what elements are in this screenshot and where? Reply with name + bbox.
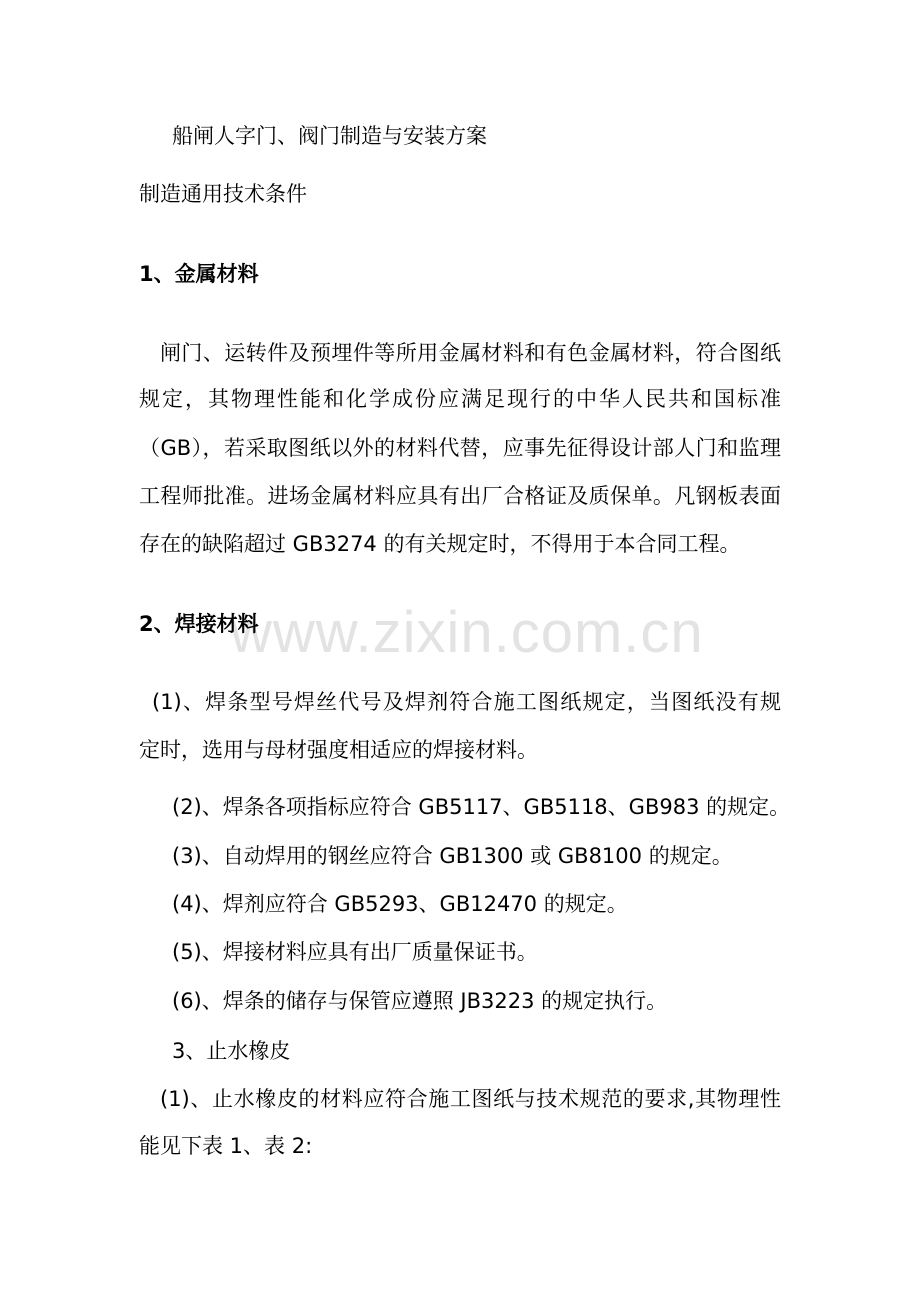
section-2-item-4: (4)、焊剂应符合 GB5293、GB12470 的规定。	[172, 892, 628, 916]
section-2-item-3: (3)、自动焊用的钢丝应符合 GB1300 或 GB8100 的规定。	[172, 844, 733, 868]
section-2-item-5: (5)、焊接材料应具有出厂质量保证书。	[172, 940, 538, 964]
section-1-line-5: 存在的缺陷超过 GB3274 的有关规定时，不得用于本合同工程。	[139, 532, 741, 556]
section-2-item-2: (2)、焊条各项指标应符合 GB5117、GB5118、GB983 的规定。	[172, 795, 791, 819]
document-subtitle: 制造通用技术条件	[139, 182, 307, 206]
section-1-line-4: 工程师批准。进场金属材料应具有出厂合格证及质保单。凡钢板表面	[139, 484, 781, 508]
section-1-line-3: （GB），若采取图纸以外的材料代替，应事先征得设计部人门和监理	[139, 436, 781, 460]
section-3-item-1-line-1: (1)、止水橡皮的材料应符合施工图纸与技术规范的要求,其物理性	[160, 1087, 781, 1111]
section-3-heading: 3、止水橡皮	[172, 1039, 291, 1063]
section-1-line-2: 规定，其物理性能和化学成份应满足现行的中华人民共和国标准	[139, 387, 781, 411]
section-2-item-6: (6)、焊条的储存与保管应遵照 JB3223 的规定执行。	[172, 989, 668, 1013]
section-3-item-1-line-2: 能见下表 1、表 2:	[139, 1134, 313, 1158]
document-title: 船闸人字门、阀门制造与安装方案	[172, 124, 487, 148]
section-1-heading: 1、金属材料	[139, 262, 259, 286]
section-2-item-1-line-1: (1)、焊条型号焊丝代号及焊剂符合施工图纸规定，当图纸没有规	[152, 690, 781, 714]
watermark: www.zixin.com.cn	[230, 600, 704, 665]
section-2-heading: 2、焊接材料	[139, 612, 259, 636]
section-1-line-1: 闸门、运转件及预埋件等所用金属材料和有色金属材料，符合图纸	[160, 341, 781, 365]
section-2-item-1-line-2: 定时，选用与母材强度相适应的焊接材料。	[139, 738, 538, 762]
